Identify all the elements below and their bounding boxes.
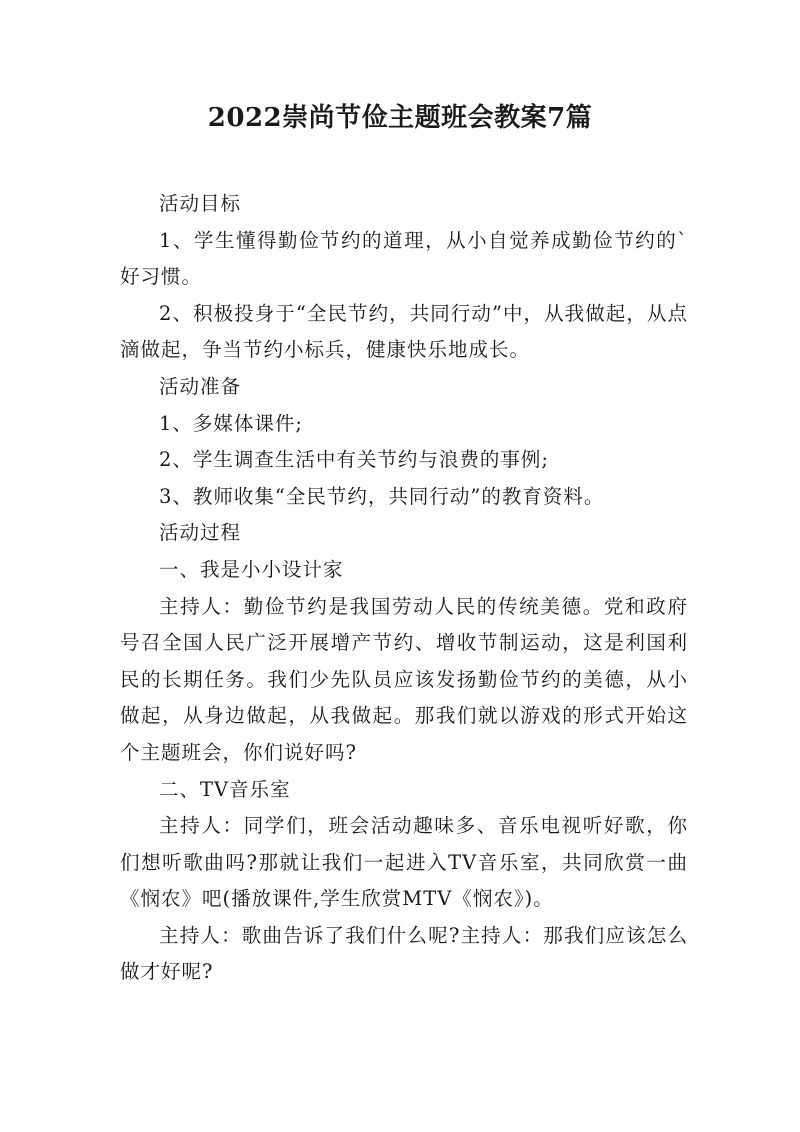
section-heading-process: 活动过程 <box>159 521 242 545</box>
section-heading-preparation: 活动准备 <box>159 374 242 398</box>
paragraph-step-2-title: 二、TV音乐室 <box>159 777 291 801</box>
paragraph-prep-2: 2、学生调查生活中有关节约与浪费的事例; <box>159 448 549 472</box>
paragraph-step-1-title: 一、我是小小设计家 <box>159 557 344 581</box>
paragraph-prep-1: 1、多媒体课件; <box>159 411 303 435</box>
paragraph-prep-3: 3、教师收集“全民节约，共同行动”的教育资料。 <box>159 484 605 508</box>
paragraph-goal-2: 2、积极投身于“全民节约，共同行动”中，从我做起，从点滴做起，争当节约小标兵，健康快乐地成长。 <box>120 301 688 362</box>
paragraph-goal-1: 1、学生懂得勤俭节约的道理，从小自觉养成勤俭节约的`好习惯。 <box>120 228 688 289</box>
document-title: 2022崇尚节俭主题班会教案7篇 <box>207 103 593 133</box>
document-body <box>120 186 688 991</box>
paragraph-host-music: 主持人：同学们，班会活动趣味多、音乐电视听好歌，你们想听歌曲吗?那就让我们一起进入TV音乐室，共同欣赏一曲《悯农》吧(播放课件,学生欣赏MTV《悯农》)。 <box>120 814 688 911</box>
paragraph-host-question: 主持人：歌曲告诉了我们什么呢?主持人：那我们应该怎么做才好呢? <box>120 923 688 984</box>
section-heading-goals: 活动目标 <box>159 192 242 215</box>
paragraph-host-intro: 主持人：勤俭节约是我国劳动人民的传统美德。党和政府号召全国人民广泛开展增产节约、增收节制运动，这是利国利民的长期任务。我们少先队员应该发扬勤俭节约的美德，从小做起，从身边做起，从我做起。那我们就以游戏的形式开始这个主题班会，你们说好吗? <box>120 594 688 764</box>
